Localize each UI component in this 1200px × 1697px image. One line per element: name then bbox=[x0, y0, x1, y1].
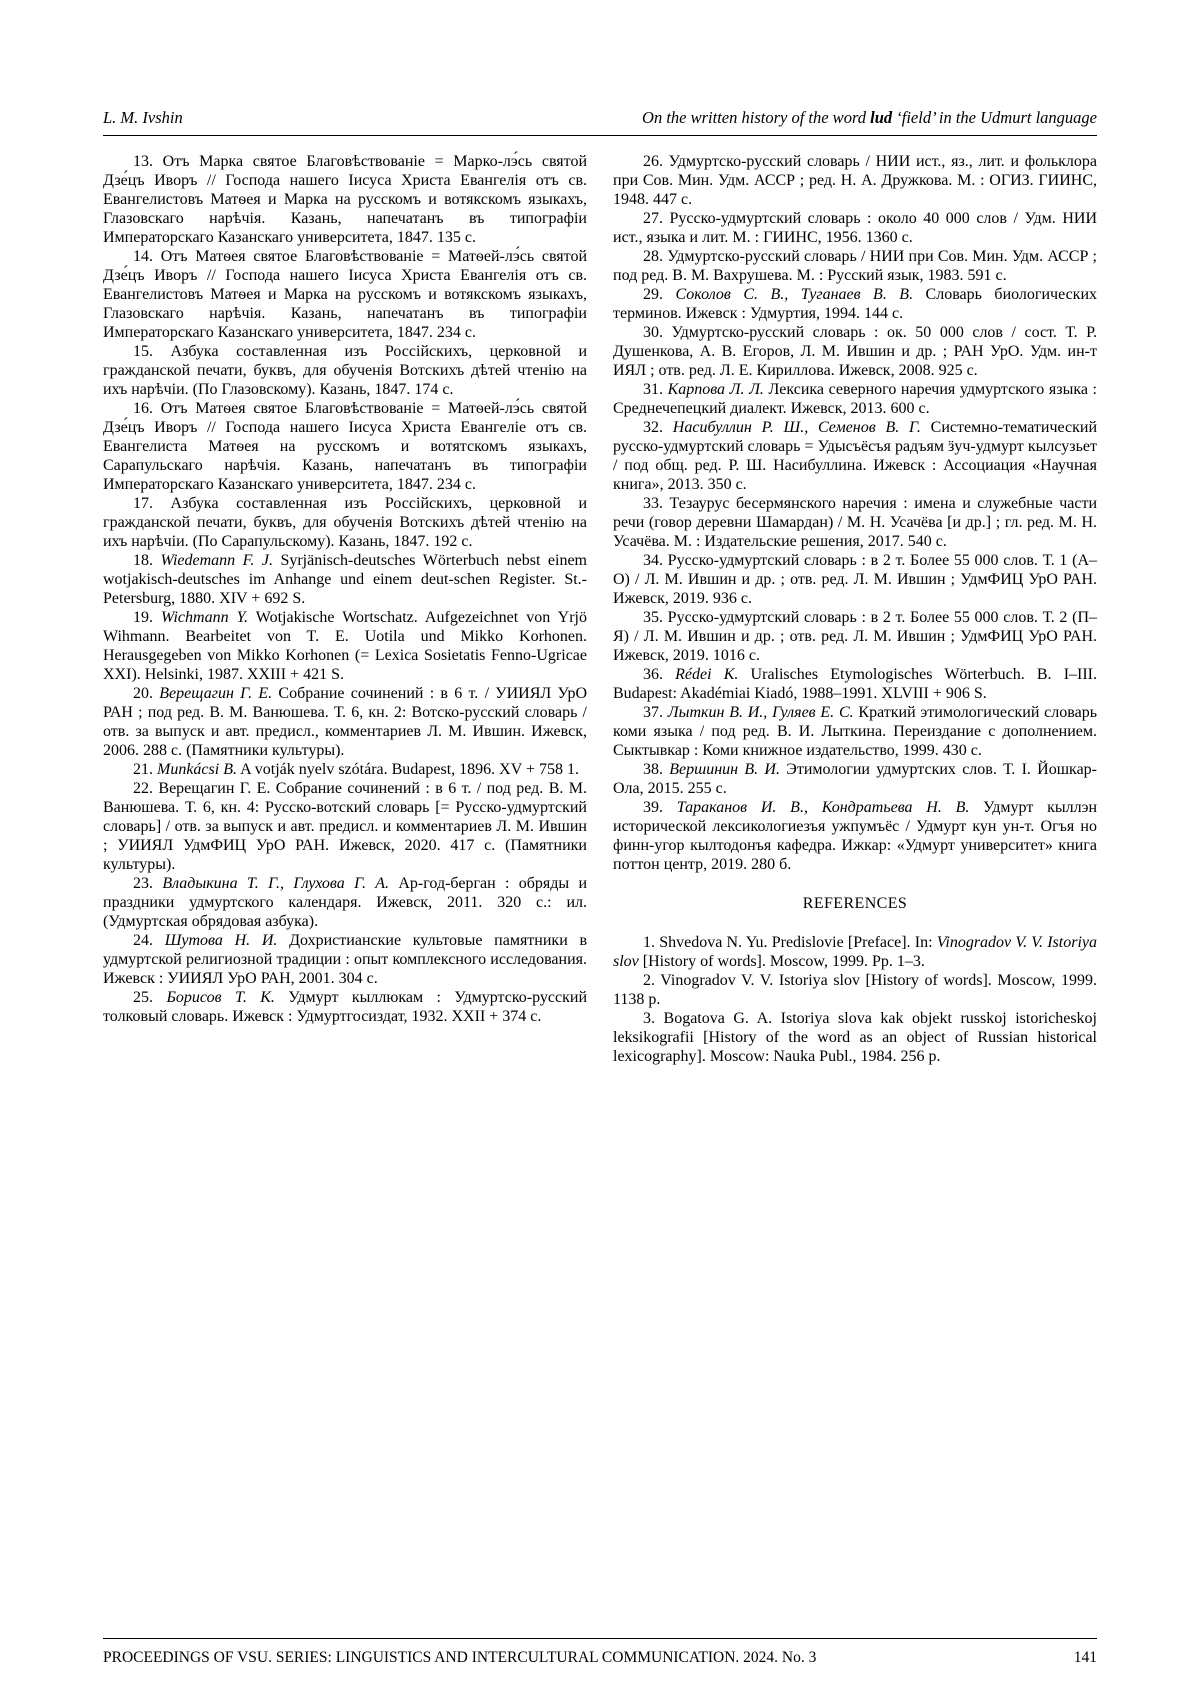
references-list bbox=[613, 933, 1097, 1066]
bibliography-entry: 27. Русско-удмуртский словарь : около 40 000 слов / Удм. НИИ ист., языка и лит. М. : ГИИНС, 1956. 1360 с. bbox=[613, 210, 1097, 246]
running-header bbox=[103, 108, 1097, 136]
header-title-keyword: lud bbox=[870, 108, 893, 127]
bibliography-entry: 33. Тезаурус бесермянского наречия : имена и служебные части речи (говор деревни Шамардан) / М. Н. Усачёва [и др.] ; гл. ред. М. Н. Усачёва. М. : Издательские решения, 2017. 540 с. bbox=[613, 495, 1097, 550]
bibliography-entry: 38. Вершинин В. И. Этимологии удмуртских слов. Т. I. Йошкар-Ола, 2015. 255 с. bbox=[613, 761, 1098, 797]
bibliography-entry: 26. Удмуртско-русский словарь / НИИ ист., яз., лит. и фольклора при Сов. Мин. Удм. АССР ; ред. Н. А. Дружкова. М. : ОГИЗ. ГИИНС, 1948. 447 с. bbox=[613, 153, 1097, 208]
bibliography-entry: 39. Тараканов И. В., Кондратьева Н. В. Удмурт кыллэн исторической лексикологиезъя ужпумъёс / Удмурт кун ун-т. Огъя но финн-угор кылтодонъя кафедра. Ижкар: «Удмурт университет» книга поттон центр, 2019. 280 б. bbox=[613, 799, 1098, 873]
two-column-content bbox=[103, 152, 1097, 1066]
header-title bbox=[642, 108, 1097, 128]
page-footer bbox=[103, 1638, 1097, 1667]
bibliography-entry: 36. Rédei K. Uralisches Etymologisches Wörterbuch. B. I–III. Budapest: Akadémiai Kiadó, 1988–1991. XLVIII + 906 S. bbox=[613, 666, 1098, 702]
reference-entry: 2. Vinogradov V. V. Istoriya slov [History of words]. Moscow, 1999. 1138 p. bbox=[613, 972, 1097, 1008]
bibliography-entry: 24. Шутова Н. И. Дохристианские культовые памятники в удмуртской религиозной традиции : опыт комплексного исследования. Ижевск : УИИЯЛ УрО РАН, 2001. 304 с. bbox=[103, 932, 588, 987]
bibliography-entry: 30. Удмуртско-русский словарь : ок. 50 000 слов / сост. Т. Р. Душенкова, А. В. Егоров, Л. М. Ившин и др. ; РАН УрО. Удм. ин-т ИЯЛ ; отв. ред. Л. Е. Кириллова. Ижевск, 2008. 925 с. bbox=[613, 324, 1097, 379]
bibliography-entry: 23. Владыкина Т. Г., Глухова Г. А. Ар-год-берган : обряды и праздники удмуртского календаря. Ижевск, 2011. 320 с.: ил. (Удмуртская обрядовая азбука). bbox=[103, 875, 588, 930]
bibliography-entry: 15. Азбука составленная изъ Россійскихъ, церковной и гражданской печати, буквъ, для обученія Вотскихъ дѣтей чтенію на ихъ нарѣчіи. (По Глазовскому). Казань, 1847. 174 с. bbox=[103, 343, 587, 398]
bibliography-right-top bbox=[613, 152, 1097, 874]
bibliography-entry: 13. Отъ Марка святое Благовѣствованіе = Марко-лэ́сь святой Дзе́цъ Иворъ // Господа нашего Іисуса Христа Евангелія отъ св. Евангелистовъ Матѳея и Марка на русскомъ и вотякскомъ языкахъ, Глазовскаго нарѣчія. Казань, напечатанъ въ типографіи Императорскаго Казанскаго университета, 1847. 135 с. bbox=[103, 153, 587, 246]
reference-entry: 3. Bogatova G. A. Istoriya slova kak objekt russkoj istoricheskoj leksikografii [History of the word as an object of Russian historical lexicography]. Moscow: Nauka Publ., 1984. 256 p. bbox=[613, 1010, 1097, 1065]
bibliography-entry: 25. Борисов Т. К. Удмурт кыллюкам : Удмуртско-русский толковый словарь. Ижевск : Удмуртгосиздат, 1932. XXII + 374 с. bbox=[103, 989, 588, 1025]
bibliography-entry: 35. Русско-удмуртский словарь : в 2 т. Более 55 000 слов. Т. 2 (П–Я) / Л. М. Ившин и др. ; отв. ред. Л. М. Ившин ; УдмФИЦ УрО РАН. Ижевск, 2019. 1016 с. bbox=[613, 609, 1097, 664]
bibliography-entry: 22. Верещагин Г. Е. Собрание сочинений : в 6 т. / под ред. В. М. Ванюшева. Т. 6, кн. 4: Русско-вотский словарь [= Русско-удмуртский словарь] / отв. за выпуск и авт. предисл. и комментариев Л. М. Ившин ; УИИЯЛ УдмФИЦ УрО РАН. Ижевск, 2020. 417 с. (Памятники культуры). bbox=[103, 780, 587, 873]
bibliography-entry: 18. Wiedemann F. J. Syrjänisch-deutsches Wörterbuch nebst einem wotjakisch-deutsches im Anhange und einem deut-schen Register. St.-Petersburg, 1880. XIV + 692 S. bbox=[103, 552, 587, 607]
bibliography-column-left bbox=[103, 152, 587, 1066]
bibliography-entry: 14. Отъ Матѳея святое Благовѣствованіе = Матѳей-лэ́сь святой Дзе́цъ Иворъ // Господа нашего Іисуса Христа Евангелія отъ св. Евангелистовъ Матѳея и Марка на русскомъ и вотякскомъ языкахъ, Глазовскаго нарѣчія. Казань, напечатанъ въ типографіи Императорскаго Казанскаго университета, 1847. 234 с. bbox=[103, 248, 587, 341]
bibliography-entry: 31. Карпова Л. Л. Лексика северного наречия удмуртского языка : Среднечепецкий диалект. Ижевск, 2013. 600 с. bbox=[613, 381, 1097, 417]
bibliography-entry: 19. Wichmann Y. Wotjakische Wortschatz. Aufgezeichnet von Yrjö Wihmann. Bearbeitet von T. E. Uotila und Mikko Korhonen. Herausgegeben von Mikko Korhonen (= Lexica Sosietatis Fenno-Ugricae XXI). Helsinki, 1987. XXIII + 421 S. bbox=[103, 609, 588, 683]
reference-entry: 1. Shvedova N. Yu. Predislovie [Preface]. In: Vinogradov V. V. Istoriya slov [History of words]. Moscow, 1999. Pp. 1–3. bbox=[613, 934, 1097, 970]
bibliography-entry: 28. Удмуртско-русский словарь / НИИ при Сов. Мин. Удм. АССР ; под ред. В. М. Вахрушева. М. : Русский язык, 1983. 591 с. bbox=[613, 248, 1097, 284]
bibliography-entry: 20. Верещагин Г. Е. Собрание сочинений : в 6 т. / УИИЯЛ УрО РАН ; под ред. В. М. Ванюшева. Т. 6, кн. 2: Вотско-русский словарь / отв. за выпуск и авт. предисл., комментариев Л. М. Ившин. Ижевск, 2006. 288 с. (Памятники культуры). bbox=[103, 685, 588, 759]
header-author: L. M. Ivshin bbox=[103, 108, 183, 127]
header-title-suffix: ‘field’ in the Udmurt language bbox=[892, 108, 1097, 127]
references-heading: REFERENCES bbox=[802, 895, 908, 912]
footer-page-number: 141 bbox=[1073, 1649, 1097, 1666]
bibliography-entry: 32. Насибуллин Р. Ш., Семенов В. Г. Системно-тематический русско-удмуртский словарь = Удысъёсъя радъям ӟуч-удмурт кылсузьет / под общ. ред. Р. Ш. Насибуллина. Ижевск : Ассоциация «Научная книга», 2013. 350 с. bbox=[613, 419, 1098, 493]
bibliography-column-right bbox=[613, 152, 1097, 1066]
bibliography-entry: 29. Соколов С. В., Туганаев В. В. Словарь биологических терминов. Ижевск : Удмуртия, 1994. 144 с. bbox=[613, 286, 1098, 322]
header-title-prefix: On the written history of the word bbox=[642, 108, 871, 127]
footer-journal-line: PROCEEDINGS OF VSU. SERIES: LINGUISTICS AND INTERCULTURAL COMMUNICATION. 2024. No. 3 bbox=[103, 1649, 817, 1666]
bibliography-entry: 17. Азбука составленная изъ Россійскихъ, церковной и гражданской печати, буквъ, для обученія Вотскихъ дѣтей чтенію на ихъ нарѣчіи. (По Сарапульскому). Казань, 1847. 192 с. bbox=[103, 495, 587, 550]
bibliography-entry: 34. Русско-удмуртский словарь : в 2 т. Более 55 000 слов. Т. 1 (А–О) / Л. М. Ившин и др. ; отв. ред. Л. М. Ившин ; УдмФИЦ УрО РАН. Ижевск, 2019. 936 с. bbox=[613, 552, 1097, 607]
bibliography-entry: 16. Отъ Матѳея святое Благовѣствованіе = Матѳей-лэ́сь святой Дзе́цъ Иворъ // Господа нашего Іисуса Христа Евангеліе отъ св. Евангелиста Матѳея на русскомъ и вотятскомъ языкахъ, Сарапульскаго нарѣчія. Казань, напечатанъ въ типографіи Императорскаго Казанскаго университета, 1847. 234 с. bbox=[103, 400, 587, 493]
bibliography-entry: 37. Лыткин В. И., Гуляев Е. С. Краткий этимологический словарь коми языка / под ред. В. И. Лыткина. Переиздание с дополнением. Сыктывкар : Коми книжное издательство, 1999. 430 с. bbox=[613, 704, 1098, 759]
bibliography-entry: 21. Munkácsi B. A votják nyelv szótára. Budapest, 1896. XV + 758 1. bbox=[133, 761, 580, 778]
